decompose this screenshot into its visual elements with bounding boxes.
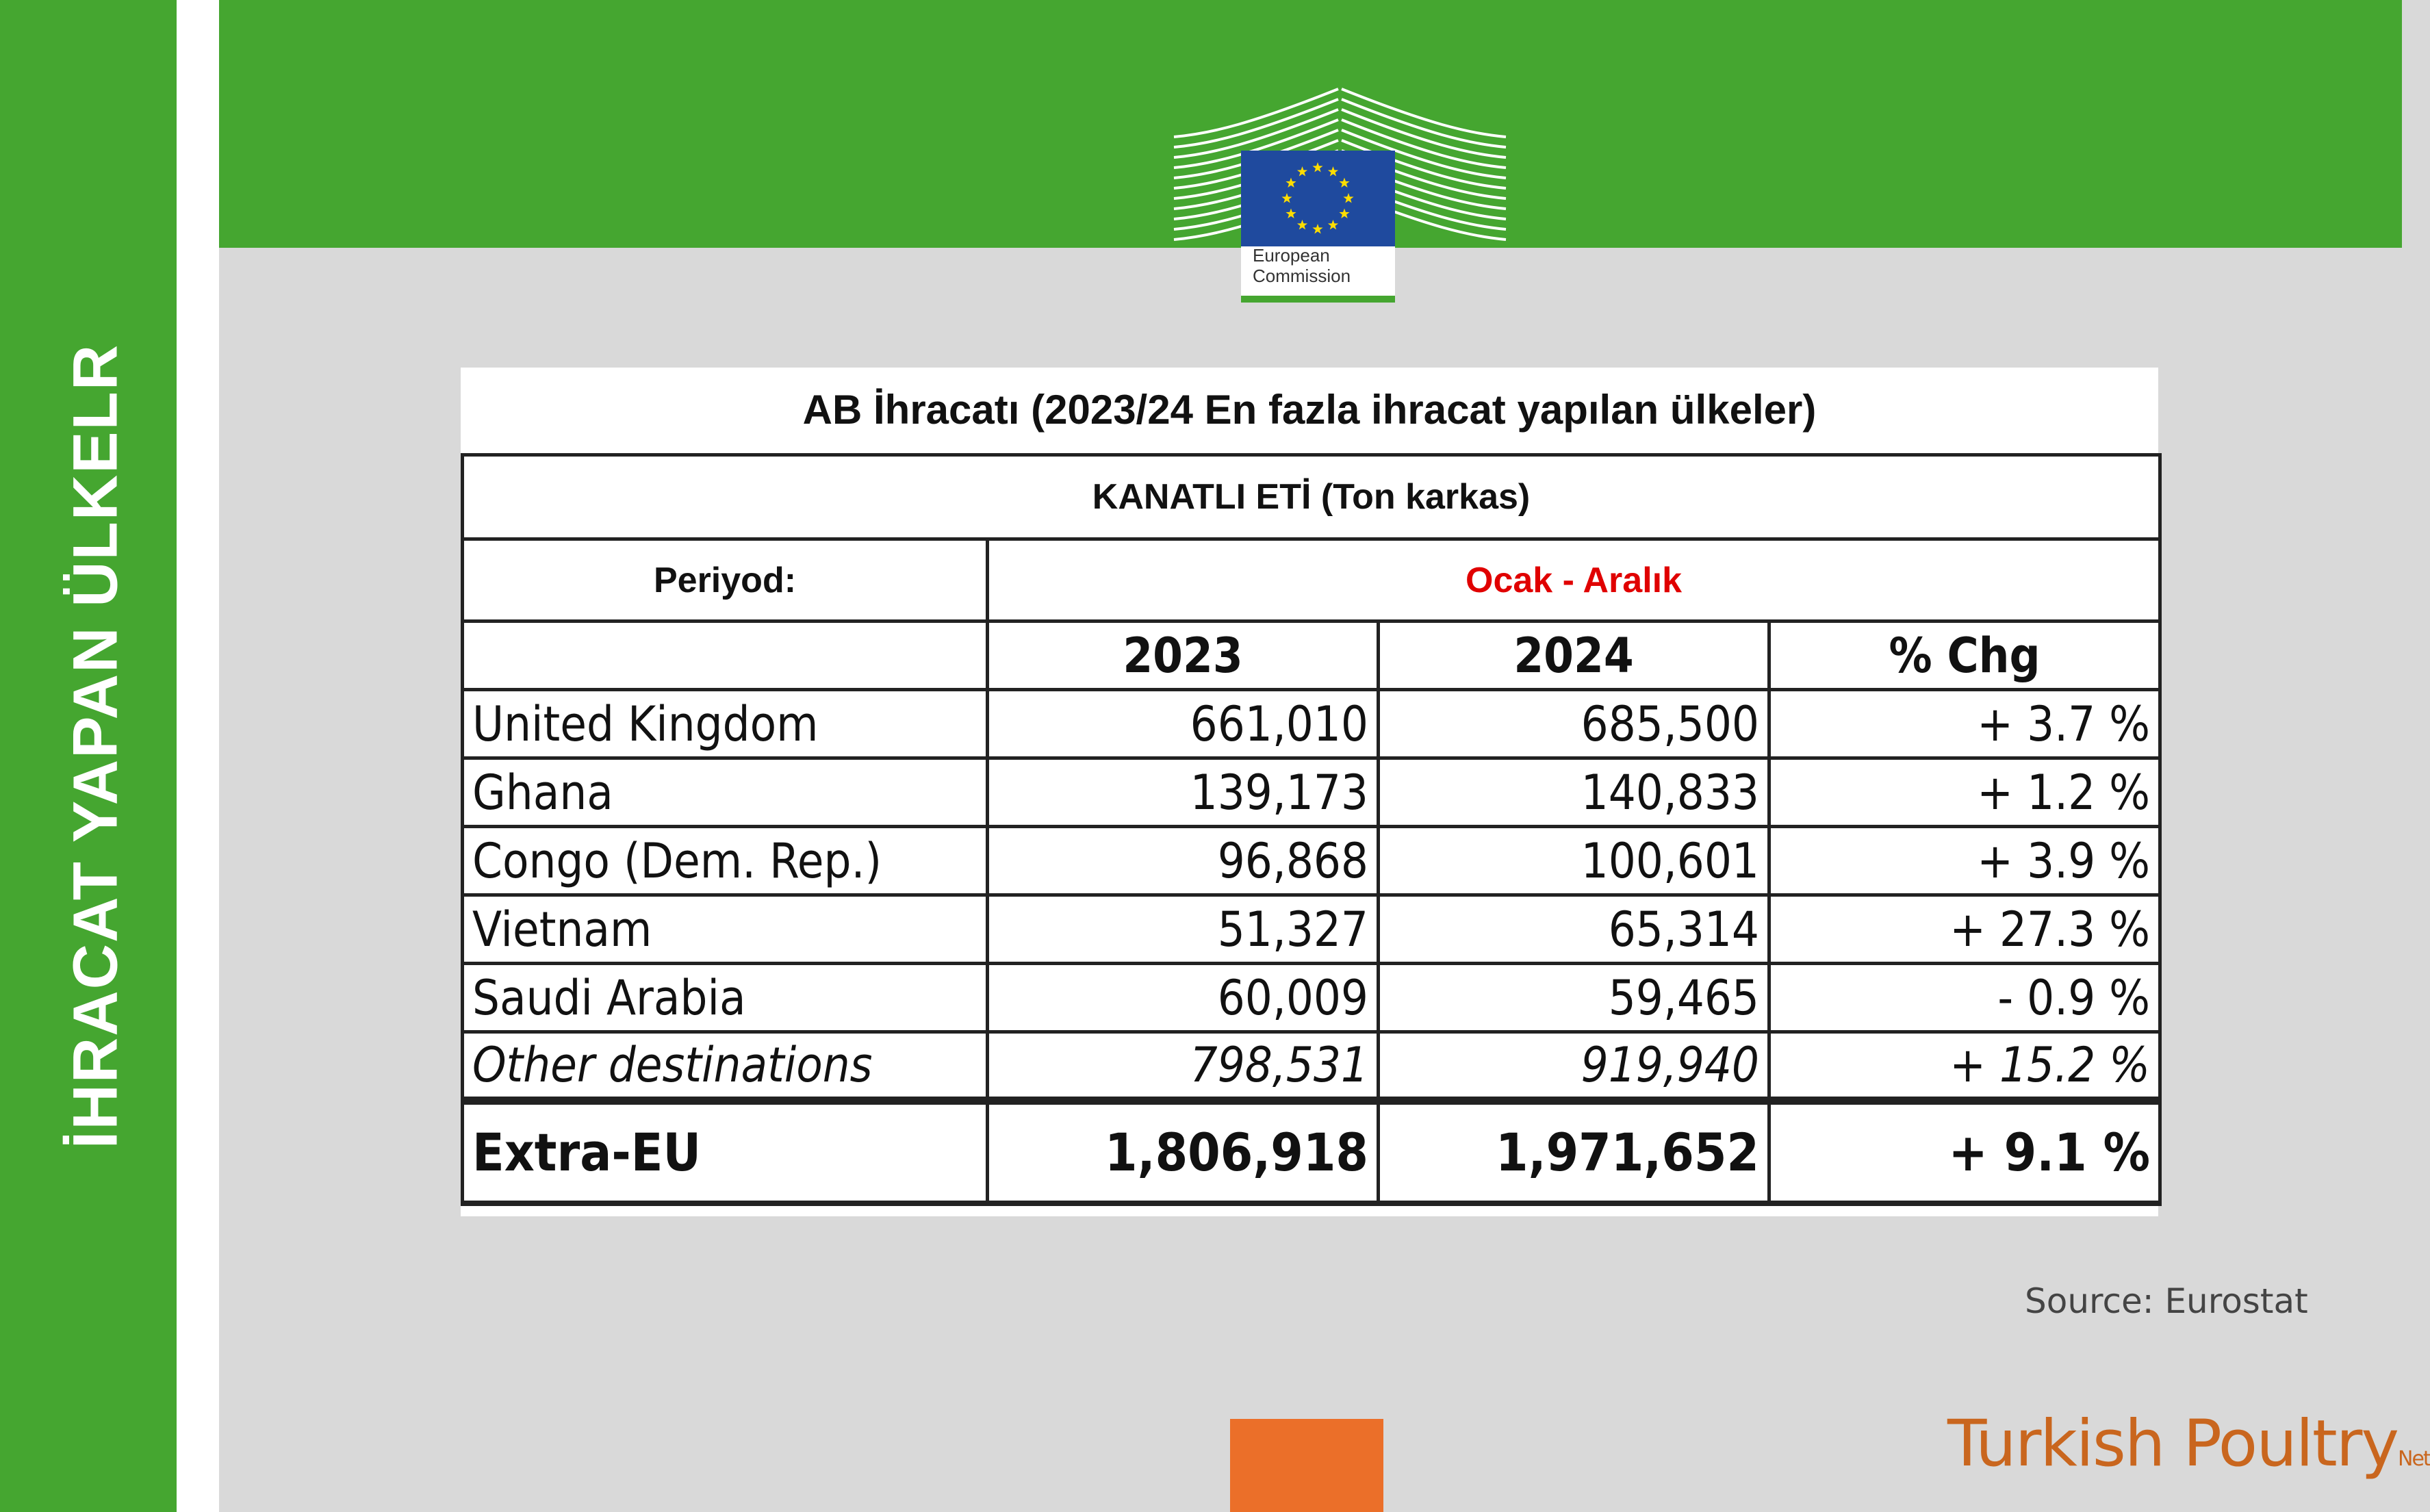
product-row — [463, 455, 2160, 539]
total-2023: 1,806,918 — [988, 1101, 1379, 1203]
table-row — [463, 690, 2160, 758]
value-2024-cell: 919,940 — [1379, 1032, 1769, 1101]
period-value: Ocak - Aralık — [988, 539, 2160, 622]
total-label: Extra-EU — [463, 1101, 988, 1203]
value-2024-cell: 59,465 — [1379, 964, 1769, 1032]
table-row — [463, 895, 2160, 964]
value-2024-cell: 65,314 — [1379, 895, 1769, 964]
table-row — [463, 1032, 2160, 1101]
value-2023-cell: 60,009 — [988, 964, 1379, 1032]
value-2023-cell: 661,010 — [988, 690, 1379, 758]
table-title: AB İhracatı (2023/24 En fazla ihracat yapılan ülkeler) — [802, 387, 1817, 433]
table-row — [463, 964, 2160, 1032]
period-row — [463, 539, 2160, 622]
value-2023-cell: 96,868 — [988, 827, 1379, 895]
column-header-row — [463, 622, 2160, 690]
brand-suffix: Net — [2398, 1447, 2430, 1471]
change-cell: + 15.2 % — [1769, 1032, 2160, 1101]
change-cell: + 1.2 % — [1769, 758, 2160, 827]
country-cell: Ghana — [463, 758, 988, 827]
country-cell: Congo (Dem. Rep.) — [463, 827, 988, 895]
orange-accent-block — [1230, 1419, 1383, 1512]
table-row — [463, 827, 2160, 895]
change-cell: - 0.9 % — [1769, 964, 2160, 1032]
brand-text: Turkish Poultry — [1947, 1407, 2399, 1481]
country-cell: Vietnam — [463, 895, 988, 964]
sidebar-divider — [177, 0, 219, 1512]
total-change: + 9.1 % — [1769, 1101, 2160, 1203]
change-cell: + 3.9 % — [1769, 827, 2160, 895]
source-note: Source: Eurostat — [2025, 1281, 2308, 1321]
country-cell: United Kingdom — [463, 690, 988, 758]
total-row — [463, 1101, 2160, 1203]
sidebar-title: İHRACAT YAPAN ÜLKELR — [60, 343, 131, 1149]
logo-text — [1253, 245, 1351, 286]
column-header: % Chg — [1769, 622, 2160, 690]
value-2023-cell: 798,531 — [988, 1032, 1379, 1101]
logo-line-2: Commission — [1253, 266, 1351, 286]
column-header: 2023 — [988, 622, 1379, 690]
change-cell: + 3.7 % — [1769, 690, 2160, 758]
table-row — [463, 758, 2160, 827]
change-cell: + 27.3 % — [1769, 895, 2160, 964]
country-cell: Saudi Arabia — [463, 964, 988, 1032]
value-2023-cell: 139,173 — [988, 758, 1379, 827]
value-2024-cell: 685,500 — [1379, 690, 1769, 758]
total-2024: 1,971,652 — [1379, 1101, 1769, 1203]
turkish-poultry-logo — [1947, 1407, 2430, 1481]
empty-header-cell — [463, 622, 988, 690]
product-cell: KANATLI ETİ (Ton karkas) — [463, 455, 2160, 539]
period-label: Periyod: — [463, 539, 988, 622]
value-2023-cell: 51,327 — [988, 895, 1379, 964]
column-header: 2024 — [1379, 622, 1769, 690]
export-table — [461, 453, 2162, 1206]
value-2024-cell: 100,601 — [1379, 827, 1769, 895]
value-2024-cell: 140,833 — [1379, 758, 1769, 827]
country-cell: Other destinations — [463, 1032, 988, 1101]
logo-line-1: European — [1253, 245, 1330, 266]
